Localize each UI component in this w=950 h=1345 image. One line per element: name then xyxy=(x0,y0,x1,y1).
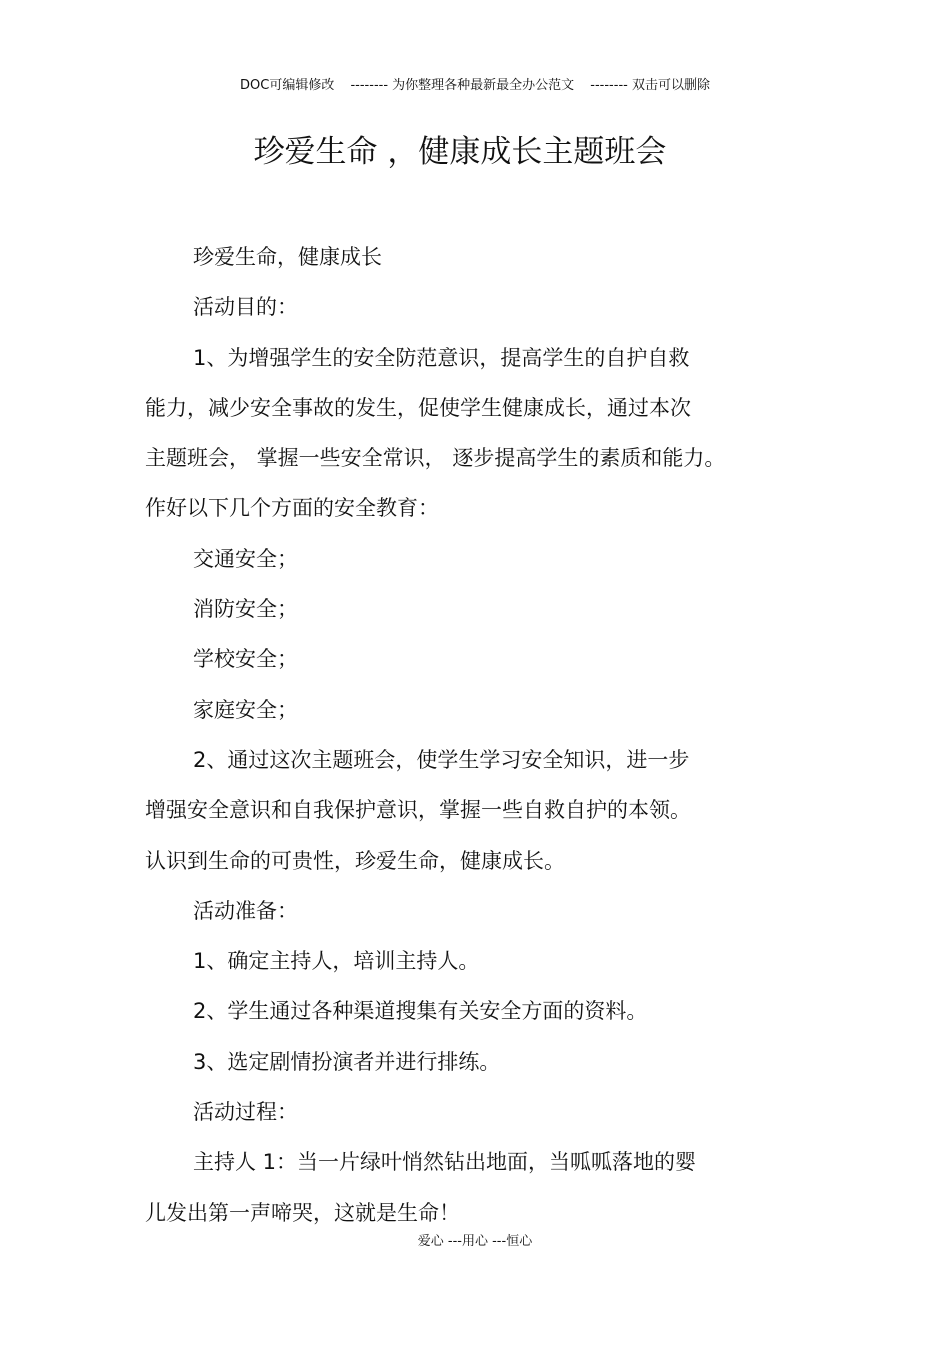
paragraph-line: 家庭安全； xyxy=(193,697,298,722)
paragraph-line: 儿发出第一声啼哭，这就是生命！ xyxy=(145,1200,460,1225)
header-middle-text: -------- 为你整理各种最新最全办公范文 xyxy=(350,78,575,93)
document-title: 珍爱生命 ，健康成长主题班会 xyxy=(253,134,667,170)
paragraph-line: 交通安全； xyxy=(193,546,298,571)
paragraph-line: 2、通过这次主题班会，使学生学习安全知识，进一步 xyxy=(193,747,690,772)
paragraph-line: 主题班会， 掌握一些安全常识， 逐步提高学生的素质和能力。 xyxy=(145,446,726,471)
paragraph-line: 2、学生通过各种渠道搜集有关安全方面的资料。 xyxy=(193,999,648,1024)
paragraph-line: 活动过程： xyxy=(193,1100,298,1125)
paragraph-line: 学校安全； xyxy=(193,647,298,672)
paragraph-line: 1、确定主持人，培训主持人。 xyxy=(193,949,480,974)
page-footer: 爱心 ---用心 ---恒心 xyxy=(417,1234,533,1249)
paragraph-line: 1、为增强学生的安全防范意识，提高学生的自护自救 xyxy=(193,345,690,370)
header-right-text: -------- 双击可以删除 xyxy=(590,78,710,93)
header-left-text: DOC可编辑修改 xyxy=(240,78,335,93)
paragraph-line: 主持人 1：当一片绿叶悄然钻出地面，当呱呱落地的婴 xyxy=(193,1150,697,1175)
page-header xyxy=(0,74,950,93)
document-body xyxy=(145,242,805,1248)
paragraph-line: 活动目的： xyxy=(193,295,298,320)
paragraph-line: 消防安全； xyxy=(193,597,298,622)
paragraph-line: 活动准备： xyxy=(193,898,298,923)
paragraph-line: 增强安全意识和自我保护意识，掌握一些自救自护的本领。 xyxy=(145,798,691,823)
paragraph-line: 3、选定剧情扮演者并进行排练。 xyxy=(193,1049,501,1074)
paragraph-line: 作好以下几个方面的安全教育： xyxy=(145,496,439,521)
paragraph-line: 能力，减少安全事故的发生，促使学生健康成长，通过本次 xyxy=(145,395,691,420)
paragraph-line: 认识到生命的可贵性，珍爱生命，健康成长。 xyxy=(145,848,565,873)
paragraph-line: 珍爱生命，健康成长 xyxy=(193,245,382,269)
